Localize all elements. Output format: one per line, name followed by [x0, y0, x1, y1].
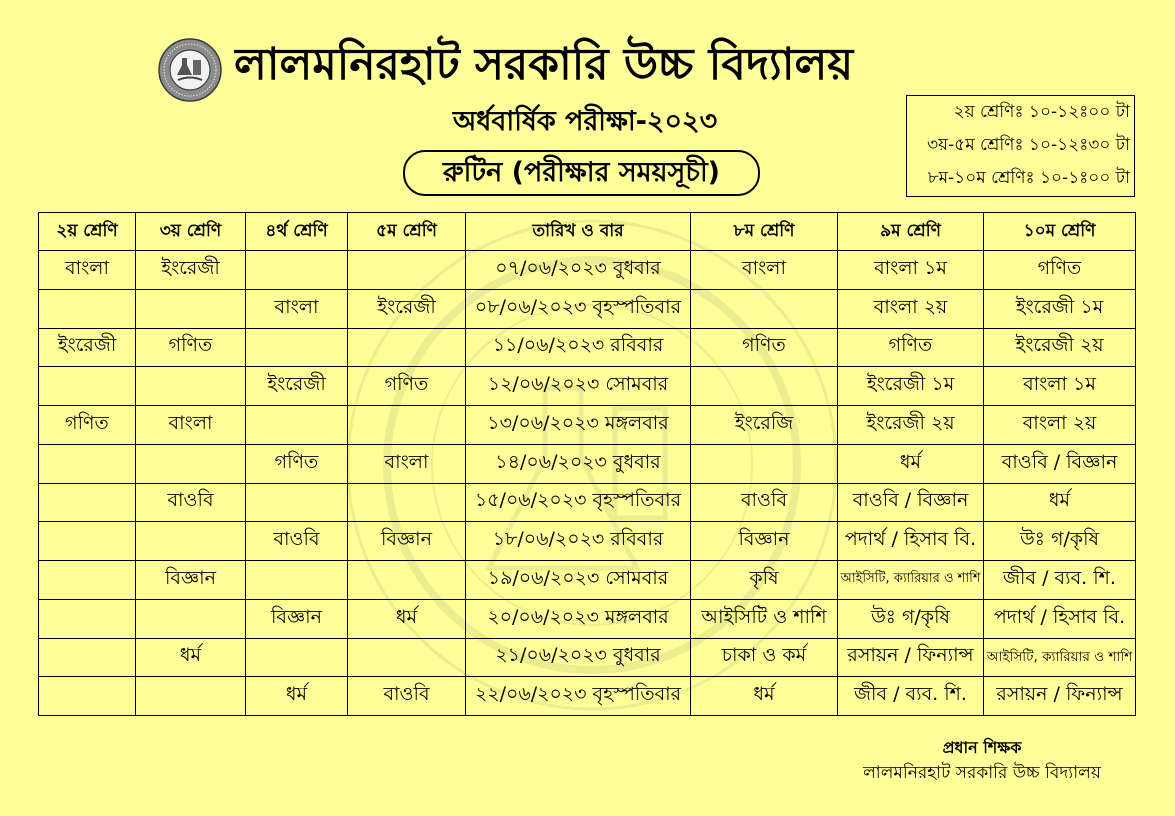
cell-class-9 [838, 444, 984, 483]
cell-class-4-text: গণিত [274, 450, 319, 473]
cell-class-10 [984, 367, 1136, 406]
cell-class-3-text: বাংলা [168, 411, 213, 434]
cell-class-10-text: আইসিটি, ক্যারিয়ার ও শাশি [986, 648, 1133, 665]
cell-class-9 [838, 289, 984, 328]
cell-class-10-text: বাংলা ১ম [1023, 373, 1096, 396]
table-row [39, 289, 1136, 328]
cell-date [466, 638, 691, 677]
cell-class-9 [838, 251, 984, 290]
header-row [39, 213, 1136, 251]
cell-class-10 [984, 483, 1136, 522]
cell-class-10 [984, 251, 1136, 290]
cell-date-text: ১৪/০৬/২০২৩ বুধবার [495, 450, 661, 473]
cell-class-10 [984, 328, 1136, 367]
cell-class-4 [246, 251, 348, 290]
cell-class-10-text: গণিত [1037, 256, 1082, 279]
cell-class-9 [838, 328, 984, 367]
cell-class-8-text: চাকা ও কর্ম [721, 644, 807, 667]
cell-class-9-text: উঃ গ/কৃষি [870, 605, 951, 628]
cell-class-9 [838, 483, 984, 522]
cell-class-10 [984, 289, 1136, 328]
header-class-9-label: ৯ম শ্রেণি [880, 220, 941, 241]
cell-date [466, 483, 691, 522]
cell-class-10-text: বাওবি / বিজ্ঞান [1001, 450, 1118, 473]
cell-class-5 [348, 561, 466, 600]
exam-title: অর্ধবার্ষিক পরীক্ষা-২০২৩ [452, 106, 718, 137]
cell-date-text: ০৭/০৬/২০২৩ বুধবার [495, 256, 661, 279]
cell-class-2 [39, 599, 136, 638]
cell-class-2 [39, 522, 136, 561]
cell-class-9 [838, 367, 984, 406]
routine-table-header [39, 213, 1136, 251]
cell-class-9-text: ইংরেজী ১ম [866, 373, 955, 396]
cell-class-8-text: বাওবি [740, 489, 788, 512]
table-row [39, 251, 1136, 290]
cell-class-9-text: রসায়ন / ফিন্যান্স [847, 644, 974, 667]
cell-class-8 [691, 289, 838, 328]
cell-class-3-text: ধর্ম [179, 644, 202, 667]
cell-class-9-text: বাওবি / বিজ্ঞান [852, 489, 969, 512]
cell-date [466, 677, 691, 716]
cell-date [466, 561, 691, 600]
cell-date-text: ১১/০৬/২০২৩ রবিবার [492, 334, 664, 357]
cell-date [466, 406, 691, 445]
cell-class-10-text: বাংলা ২য় [1022, 411, 1097, 434]
cell-date-text: ২১/০৬/২০২৩ বুধবার [495, 644, 661, 667]
cell-class-4-text: বাংলা [274, 295, 319, 318]
cell-class-5-text: বাংলা [384, 450, 429, 473]
cell-class-4 [246, 406, 348, 445]
cell-class-8 [691, 367, 838, 406]
cell-class-2 [39, 367, 136, 406]
routine-label: রুটিন (পরীক্ষার সময়সূচী) [442, 157, 721, 188]
cell-class-9-text: জীব / ব্যব. শি. [854, 683, 967, 706]
cell-class-5 [348, 367, 466, 406]
table-row [39, 483, 1136, 522]
cell-class-9 [838, 677, 984, 716]
cell-class-9-text: ইংরেজী ২য় [866, 411, 955, 434]
cell-class-10-text: পদার্থ / হিসাব বি. [993, 605, 1126, 628]
header-date [466, 213, 691, 251]
school-seal-icon [158, 38, 222, 102]
cell-class-5 [348, 251, 466, 290]
cell-class-9-text: গণিত [888, 334, 933, 357]
cell-class-8 [691, 406, 838, 445]
cell-class-3-text: বিজ্ঞান [164, 566, 217, 589]
cell-class-10-text: রসায়ন / ফিন্যান্স [996, 683, 1123, 706]
cell-class-2 [39, 677, 136, 716]
cell-date [466, 367, 691, 406]
cell-class-5 [348, 444, 466, 483]
cell-class-5 [348, 599, 466, 638]
school-name-title: লালমনিরহাট সরকারি উচ্চ বিদ্যালয় [234, 39, 854, 90]
cell-class-8 [691, 328, 838, 367]
cell-date-text: ১৯/০৬/২০২৩ সোমবার [487, 566, 669, 589]
header-class-4 [246, 213, 348, 251]
cell-class-10 [984, 677, 1136, 716]
cell-class-3-text: ইংরেজী [161, 256, 220, 279]
cell-class-8-text: ইংরেজি [734, 411, 794, 434]
cell-class-2 [39, 444, 136, 483]
cell-class-10 [984, 406, 1136, 445]
exam-timings-box [906, 95, 1135, 197]
cell-class-8 [691, 522, 838, 561]
cell-class-3 [136, 599, 246, 638]
cell-class-4 [246, 677, 348, 716]
cell-class-3-text: বাওবি [167, 489, 214, 512]
cell-class-5-text: ইংরেজী [377, 295, 436, 318]
cell-class-5 [348, 328, 466, 367]
cell-class-3 [136, 483, 246, 522]
table-row [39, 406, 1136, 445]
cell-class-4 [246, 289, 348, 328]
cell-class-8-text: বিজ্ঞান [738, 528, 790, 551]
table-row [39, 561, 1136, 600]
cell-class-3 [136, 251, 246, 290]
cell-date [466, 444, 691, 483]
timing-class-2: ২য় শ্রেণিঃ ১০-১২ঃ০০ টা [953, 102, 1130, 122]
cell-class-5-text: বিজ্ঞান [380, 528, 433, 551]
cell-class-5-text: ধর্ম [395, 605, 418, 628]
routine-table-body [39, 251, 1136, 716]
cell-class-9-text: পদার্থ / হিসাব বি. [844, 528, 977, 551]
cell-class-10 [984, 522, 1136, 561]
cell-class-10 [984, 444, 1136, 483]
cell-class-10-text: ধর্ম [1048, 489, 1071, 512]
cell-class-3 [136, 522, 246, 561]
cell-class-3-text: গণিত [168, 334, 213, 357]
cell-class-8 [691, 251, 838, 290]
cell-class-5-text: বাওবি [383, 683, 430, 706]
cell-class-2-text: গণিত [65, 411, 109, 434]
routine-table [38, 212, 1136, 716]
cell-class-10-text: উঃ গ/কৃষি [1019, 528, 1100, 551]
table-row [39, 367, 1136, 406]
table-row [39, 677, 1136, 716]
header-class-3 [136, 213, 246, 251]
cell-class-4 [246, 328, 348, 367]
timing-class-3-5: ৩য়-৫ম শ্রেণিঃ ১০-১২ঃ৩০ টা [926, 135, 1130, 155]
cell-class-4 [246, 444, 348, 483]
header-class-4-label: ৪র্থ শ্রেণি [265, 220, 328, 241]
cell-class-3 [136, 406, 246, 445]
cell-class-4 [246, 483, 348, 522]
cell-class-4-text: ইংরেজী [267, 373, 326, 396]
header-class-2-label: ২য় শ্রেণি [56, 220, 118, 241]
cell-class-4-text: বিজ্ঞান [270, 605, 323, 628]
header-date-label: তারিখ ও বার [532, 220, 624, 241]
table-row [39, 328, 1136, 367]
cell-class-8-text: বাংলা [742, 256, 786, 279]
cell-class-2-text: ইংরেজী [57, 334, 117, 357]
cell-class-3 [136, 677, 246, 716]
cell-date [466, 522, 691, 561]
cell-date [466, 289, 691, 328]
cell-class-5 [348, 483, 466, 522]
cell-class-3 [136, 444, 246, 483]
routine-label-box [403, 150, 760, 196]
cell-date-text: ২২/০৬/২০২৩ বৃহস্পতিবার [474, 683, 682, 706]
cell-class-3 [136, 561, 246, 600]
cell-class-9-text: বাংলা ২য় [873, 295, 948, 318]
cell-class-2 [39, 328, 136, 367]
header-class-3-label: ৩য় শ্রেণি [159, 220, 222, 241]
cell-class-4 [246, 561, 348, 600]
signature-block [832, 736, 1132, 786]
cell-class-8 [691, 638, 838, 677]
cell-class-10-text: ইংরেজী ২য় [1015, 334, 1104, 357]
cell-class-5 [348, 638, 466, 677]
cell-class-8 [691, 677, 838, 716]
cell-date-text: ২০/০৬/২০২৩ মঙ্গলবার [487, 605, 669, 628]
cell-class-2 [39, 406, 136, 445]
cell-class-8 [691, 561, 838, 600]
cell-class-4 [246, 367, 348, 406]
cell-date-text: ১৮/০৬/২০২৩ রবিবার [492, 528, 664, 551]
cell-class-5-text: গণিত [384, 373, 429, 396]
cell-class-3 [136, 638, 246, 677]
cell-class-9 [838, 522, 984, 561]
cell-class-5 [348, 406, 466, 445]
cell-class-9 [838, 599, 984, 638]
cell-date [466, 328, 691, 367]
header-class-8 [691, 213, 838, 251]
cell-class-9 [838, 406, 984, 445]
cell-class-4-text: বাওবি [273, 528, 320, 551]
cell-class-2-text: বাংলা [65, 256, 109, 279]
cell-class-4 [246, 522, 348, 561]
cell-class-10 [984, 638, 1136, 677]
cell-date-text: ১২/০৬/২০২৩ সোমবার [487, 373, 669, 396]
header-class-10-label: ১০ম শ্রেণি [1023, 220, 1096, 241]
cell-class-8-text: আইসিটি ও শাশি [701, 605, 827, 628]
cell-date-text: ০৮/০৬/২০২৩ বৃহস্পতিবার [474, 295, 682, 318]
cell-class-8-text: কৃষি [749, 566, 779, 589]
cell-class-4 [246, 638, 348, 677]
cell-class-9 [838, 561, 984, 600]
table-row [39, 638, 1136, 677]
table-row [39, 522, 1136, 561]
table-row [39, 599, 1136, 638]
header-class-5-label: ৫ম শ্রেণি [376, 220, 437, 241]
cell-class-3 [136, 289, 246, 328]
cell-class-3 [136, 367, 246, 406]
table-row [39, 444, 1136, 483]
cell-class-8 [691, 483, 838, 522]
cell-class-2 [39, 251, 136, 290]
signature-school-name: লালমনিরহাট সরকারি উচ্চ বিদ্যালয় [863, 763, 1101, 783]
cell-date [466, 251, 691, 290]
cell-class-4 [246, 599, 348, 638]
cell-class-3 [136, 328, 246, 367]
cell-class-2 [39, 638, 136, 677]
cell-class-2 [39, 289, 136, 328]
cell-class-8-text: ধর্ম [753, 683, 775, 706]
cell-class-8-text: গণিত [742, 334, 786, 357]
cell-date-text: ১৫/০৬/২০২৩ বৃহস্পতিবার [474, 489, 682, 512]
cell-class-10-text: জীব / ব্যব. শি. [1003, 566, 1116, 589]
cell-class-10 [984, 561, 1136, 600]
cell-date [466, 599, 691, 638]
cell-date-text: ১৩/০৬/২০২৩ মঙ্গলবার [487, 411, 669, 434]
cell-class-5 [348, 522, 466, 561]
cell-class-8 [691, 599, 838, 638]
cell-class-9-text: বাংলা ১ম [874, 256, 947, 279]
cell-class-10 [984, 599, 1136, 638]
cell-class-2 [39, 483, 136, 522]
signature-designation: প্রধান শিক্ষক [942, 738, 1022, 757]
header-class-10 [984, 213, 1136, 251]
cell-class-9-text: ধর্ম [899, 450, 922, 473]
cell-class-2 [39, 561, 136, 600]
cell-class-4-text: ধর্ম [285, 683, 308, 706]
cell-class-9 [838, 638, 984, 677]
cell-class-10-text: ইংরেজী ১ম [1015, 295, 1104, 318]
timing-class-8-10: ৮ম-১০ম শ্রেণিঃ ১০-১ঃ০০ টা [927, 168, 1130, 188]
cell-class-5 [348, 677, 466, 716]
cell-class-9-text: আইসিটি, ক্যারিয়ার ও শাশি [840, 571, 981, 587]
header-class-2 [39, 213, 136, 251]
header-class-9 [838, 213, 984, 251]
header-class-5 [348, 213, 466, 251]
header-class-8-label: ৮ম শ্রেণি [733, 220, 795, 241]
cell-class-8 [691, 444, 838, 483]
cell-class-5 [348, 289, 466, 328]
